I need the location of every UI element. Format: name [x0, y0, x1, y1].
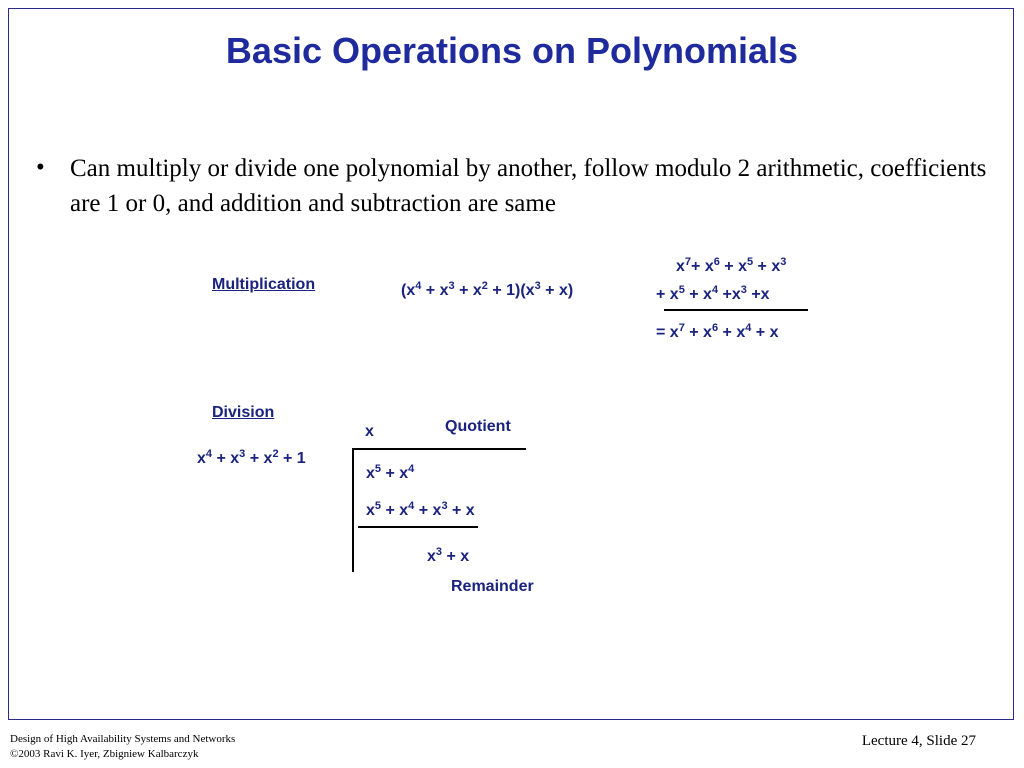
remainder-label: Remainder: [451, 578, 534, 595]
subtrahend: $x^5 + x^4 + x^3 + x$: [366, 500, 475, 519]
bullet-marker: •: [36, 154, 45, 181]
footer-copyright: ©2003 Ravi K. Iyer, Zbigniew Kalbarczyk: [10, 748, 199, 760]
division-label: Division: [212, 404, 275, 421]
footer-course: Design of High Availability Systems and Networks: [10, 733, 236, 745]
slide-frame: [8, 8, 1014, 720]
dividend: $x^5 + x^4$: [366, 463, 415, 482]
partial-product-2: + $x^5 + x^4 +x^3 +x$: [656, 284, 770, 303]
product-sum-line: [664, 309, 808, 311]
divisor: $x^4 + x^3 + x^2 + 1$: [197, 448, 306, 467]
multiplication-expression: $(x^4 + x^3 + x^2 + 1)(x^3 + x)$: [401, 280, 574, 299]
division-bar-horizontal: [352, 448, 526, 450]
subtraction-line: [358, 526, 478, 528]
footer-credits: [10, 732, 235, 762]
product-result: = $x^7 + x^6 + x^4 + x$: [656, 322, 779, 341]
quotient-label: Quotient: [445, 418, 511, 435]
slide-title: Basic Operations on Polynomials: [225, 30, 799, 71]
multiplication-label: Multiplication: [212, 276, 316, 293]
remainder-value: $x^3 + x$: [427, 546, 470, 565]
footer-slide-ref: Lecture 4, Slide 27: [861, 733, 976, 749]
quotient-value: x: [365, 423, 374, 440]
division-bar-vertical: [352, 448, 354, 572]
partial-product-1: $x^7+ x^6 + x^5 + x^3$: [676, 256, 787, 275]
bullet-text: Can multiply or divide one polynomial by another, follow modulo 2 arithmetic, coefficients are 1 or 0, and addition and subtraction are same: [70, 155, 987, 217]
